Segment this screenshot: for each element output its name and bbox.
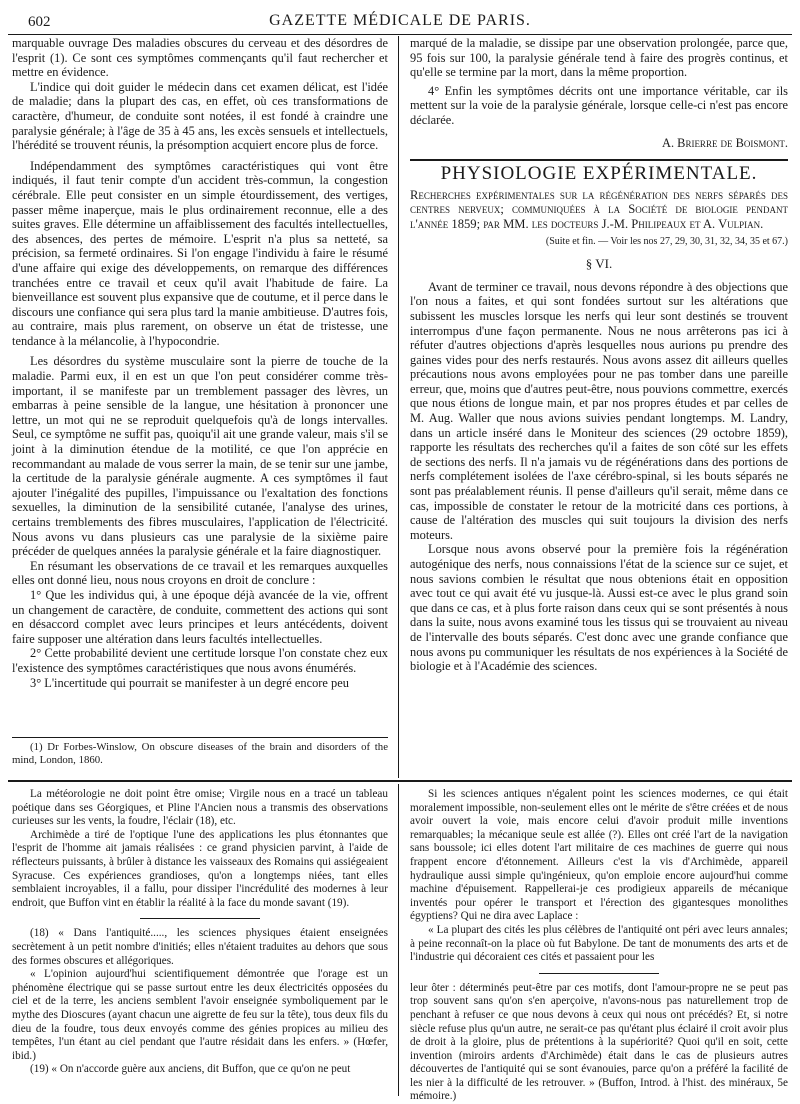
bottom-left-paragraph: La météorologie ne doit point être omise; Virgile nous en a tracé un tableau poétique dans ses Géorgiques, et Pline l'Ancien nous a transmis des observations curieuses sur les vents, la foudre, l'éclair (18), etc. [12, 788, 388, 828]
left-paragraph: Les désordres du système musculaire sont la pierre de touche de la maladie. Parmi eux, il en est un que l'on peut considérer comme très-important, il se manifeste par un tremblement passager des lèvres, un embarras à peine sensible de la langue, une hésitation à prononcer une lettre, un mot qui ne se reproduit quelquefois qu'à de longs intervalles. Seul, ce symptôme ne suffit pas, quoiqu'il ait une grande valeur, mais s'il se joint à la diminution étendue de la motilité, ce que l'on apprécie en recommandant au malade de vous serrer la main, de se tenir sur une jambe, la certitude de la paralysie générale augmente. A ces symptômes il faut ajouter l'inégalité des pupilles, l'impuissance ou l'exaltation des fonctions sexuelles, la diminution de la sensibilité cutanée, l'analyse des urines, certains tremblements des fibres musculaires, l'application de l'électricité. Nous avons vu dans plusieurs cas une paralysie de la sixième paire précéder de quelques années la paralysie générale et la faire diagnostiquer. [12, 354, 388, 559]
note-19-continued: leur ôter : déterminés peut-être par ces motifs, dont l'amour-propre ne se peut pas trop souvent sans qu'on s'en aperçoive, n'avons-nous pas naturellement trop de penchant à refuser ce que nous devons à ceux qui nous ont précédés? Et, si notre siècle refuse plus qu'un autre, ne serait-ce pas qu'étant plus éclairé il croit avoir plus de droit à la gloire, plus de prétentions à la supériorité? Quoi qu'il en soit, cette invention (miroirs ardents d'Archimède) était dans le cas de plusieurs autres découvertes de l'antiquité qui se sont évanouies, parce qu'on a préféré la facilité de les nier à la difficulté de les retrouver. » (Buffon, Introd. à l'hist. des minéraux, 5e mémoire.) [410, 981, 788, 1103]
left-footnote [12, 741, 388, 771]
article-paragraph: Lorsque nous avons observé pour la première fois la régénération autogénique des nerfs, nous connaissions l'état de la science sur ce sujet, et nous savions combien le résultat que nous obtenions était en opposition avec tout ce qui avait été vu jusque-là. Aussi est-ce avec le plus grand soin que dans ce cas, et à plus forte raison dans ceux qui se sont présentés à nous dans la suite, nous avons examiné tous les tissus qui se trouvaient au niveau de l'intervalle des bouts séparés. C'est donc avec une grande confiance que nous avons pu communiquer les résultats de nos expériences à la Société de biologie et à l'Académie des sciences. [410, 542, 788, 674]
journal-title: GAZETTE MÉDICALE DE PARIS. [269, 12, 531, 29]
left-paragraph: L'indice qui doit guider le médecin dans cet examen délicat, est l'idée de maladie; dans la plupart des cas, en effet, où ces transformations de caractère, d'humeur, de conduite sont notées, il est fondé à craindre une paralysie générale; à l'âge de 35 à 45 ans, les excès sensuels et intellectuels, l'hérédité se trouvent réunis, la présomption acquiert encore plus de force. [12, 79, 388, 153]
left-column [12, 36, 388, 736]
bottom-section-rule [8, 780, 792, 782]
conclusion-3: 3° L'incertitude qui pourrait se manifester à un degré encore peu [30, 675, 349, 690]
footnote-forbes-winslow: (1) Dr Forbes-Winslow, On obscure diseases of the brain and disorders of the mind, London, 1860. [12, 741, 388, 766]
footnote-rule [12, 737, 388, 738]
bottom-column-divider [398, 784, 399, 1096]
header-rule [8, 34, 792, 35]
right-column [410, 36, 788, 778]
page-number: 602 [28, 14, 51, 30]
article-title: Recherches expérimentales sur la régénération des nerfs séparés des centres nerveux; communiquées à la Société de biologie pendant l'année 1859; par MM. les docteurs J.-M. Philipeaux et A. Vulpian. [410, 187, 788, 231]
page-header [12, 4, 788, 30]
note-18: (18) « Dans l'antiquité....., les sciences physiques étaient enseignées secrètement à un petit nombre d'initiés; elles n'étaient traduites au dehors que sous des formes obscures et allégoriques. [12, 927, 388, 967]
left-paragraph: En résumant les observations de ce travail et les remarques auxquelles elles ont donné lieu, nous nous croyons en droit de conclure : [12, 558, 388, 588]
bottom-right-paragraph: « La plupart des cités les plus célèbres de l'antiquité ont péri avec leurs annales; à peine reconnaît-on la place où fut Babylone. De tant de monuments des arts et de l'industrie qui décoraient ces cités et passaient pour les [410, 923, 788, 964]
notes-rule-right [539, 965, 659, 974]
section-number: § VI. [585, 256, 613, 272]
author-signature: A. Brierre de Boismont. [662, 135, 788, 150]
left-paragraph: Indépendamment des symptômes caractéristiques qui vont être indiqués, il faut tenir compte d'un accident très-commun, la congestion cérébrale. Elle peut consister en un simple étourdissement, des vertiges, passer même inaperçue, mais le plus ordinairement reconnue, elle a des suites graves. Elle détermine un affaiblissement des facultés intellectuelles, des absences, des pertes de mémoire. L'esprit n'a plus sa netteté, sa précision, sa fermeté ordinaires. Si l'on engage l'individu à faire le résumé d'une affaire qui exige des développements, on remarque des différences tranchées entre ce travail et ceux qu'il avait l'habitude de faire. La bienveillance est souvent plus expansive que de coutume, et il perce dans le discours une confiance qui sera plus tard la manie ambitieuse. D'autres fois, au contraire, mais plus rarement, on observe un état de tristesse, une tendance à la mélancolie, à l'hypocondrie. [12, 158, 388, 348]
article-paragraph: Avant de terminer ce travail, nous devons répondre à des objections que l'on nous a faites, et qui sont fondées surtout sur les altérations que subissent les muscles lorsque les nerfs qui leur sont destinés se trouvent interrompus d'une façon permanente. Nous ne nous arrêterons pas ici à réfuter d'autres objections d'après lesquelles nous aurions pu prendre des gaines vides pour des nerfs restaurés. Nous avons assez dit ailleurs quelles précautions nous avons employées pour ne pas tomber dans une pareille erreur, que, moins que d'autres peut-être, nous pouvions commettre, exercés que nous étions de longue main, et par nos propres études et par celles de M. Aug. Waller que nous avions suivies pendant longtemps. M. Landry, dans un article inséré dans le Moniteur des sciences (29 octobre 1859), rapporte les résultats des recherches qu'il a faites de son côté sur les effets de sections des nerfs. Il n'a jamais vu de régénérations dans des portions de nerfs complétement isolées de l'axe cérébro-spinal, si les bouts séparés ne sont pas préalablement réunis. Il pense d'ailleurs qu'il serait, même dans ce cas, impossible de constater le retour de la motricité dans ces portions, à cause de l'altération des muscles qui suit toujours la division des nerfs moteurs. [410, 279, 788, 542]
bottom-right-column [410, 788, 788, 1103]
conclusion-1: 1° Que les individus qui, à une époque déjà avancée de la vie, offrent un changement de caractère, de conduite, commettent des actions qui sont en désaccord complet avec leurs principes et leurs antécédents, doivent faire supposer une altération dans leurs facultés intellectuelles. [12, 587, 388, 646]
notes-rule [140, 910, 260, 919]
section-title: PHYSIOLOGIE EXPÉRIMENTALE. [440, 163, 758, 185]
note-18-quote: « L'opinion aujourd'hui scientifiquement démontrée que l'orage est un phénomène électrique qui se passe surtout entre les deux électricités opposées du ciel et de la terre, les anciens semblent l'avoir enseignée symboliquement par le mythe des Dioscures (ayant chacun une aigrette de feu sur la tête), tous deux fils du dieu de la foudre, tous deux envoyés comme des génies propices au milieu des tempêtes, l'un étant au ciel pendant que l'autre résidait dans les enfers. » (Hœfer, ibid.) [12, 968, 388, 1062]
right-paragraph: 4° Enfin les symptômes décrits ont une importance véritable, car ils mettent sur la voie de la paralysie générale, lorsque celle-ci n'est pas encore déclarée. [410, 83, 788, 127]
conclusion-2: 2° Cette probabilité devient une certitude lorsque l'on constate chez eux l'existence des symptômes caractéristiques que nous avons énumérés. [12, 646, 388, 675]
bottom-left-column [12, 788, 388, 1094]
section-rule [410, 150, 788, 161]
bottom-right-paragraph: Si les sciences antiques n'égalent point les sciences modernes, ce qui était moralement impossible, non-seulement elles ont le mérite de s'être créées et de nous avoir ouvert la voie, mais encore celui d'avoir produit mille inventions remarquables; la mécanique seule est allée (?). Elles ont créé l'art de la navigation sans boussole; ici elles dotent l'art militaire de ces machines de guerre qui nous frappent encore d'étonnement. Ailleurs c'est la vis d'Archimède, appareil hydraulique aussi simple qu'ingénieux, qu'on emploie encore aujourd'hui comme machine d'épuisement. Rappellerai-je ces prodigieux appareils de mécanique inventés pour opérer le transport et l'érection des gigantesques monolithes égyptiens? Qui ne dira avec Laplace : [410, 788, 788, 923]
column-divider [398, 36, 399, 778]
right-paragraph: marqué de la maladie, se dissipe par une observation prolongée, parce que, 95 fois sur 100, la paralysie générale tend à faire des progrès continus, et qu'elle se termine par la mort, dans la même proportion. [410, 36, 788, 80]
note-19: (19) « On n'accorde guère aux anciens, dit Buffon, que ce qu'on ne peut [30, 1063, 351, 1076]
left-paragraph: marquable ouvrage Des maladies obscures du cerveau et des désordres de l'esprit (1). Ce sont ces symptômes commençants qu'il faut rechercher et mettre en évidence. [12, 36, 388, 80]
continuation-note: (Suite et fin. — Voir les nos 27, 29, 30, 31, 32, 34, 35 et 67.) [545, 235, 788, 247]
bottom-left-paragraph: Archimède a tiré de l'optique l'une des applications les plus étonnantes que l'esprit de l'homme ait jamais réalisées : ce grand physicien parvint, à l'aide de réflecteurs puissants, à brûler à distance les vaisseaux des Romains qui assiégeaient Syracuse. Ces expériences grandioses, qu'on a longtemps niées, tant elles semblaient incroyables, il a fallu, pour dissiper l'incrédulité des modernes à leur endroit, que Buffon vint en établir la réalité à la face du monde savant (19). [12, 828, 388, 909]
